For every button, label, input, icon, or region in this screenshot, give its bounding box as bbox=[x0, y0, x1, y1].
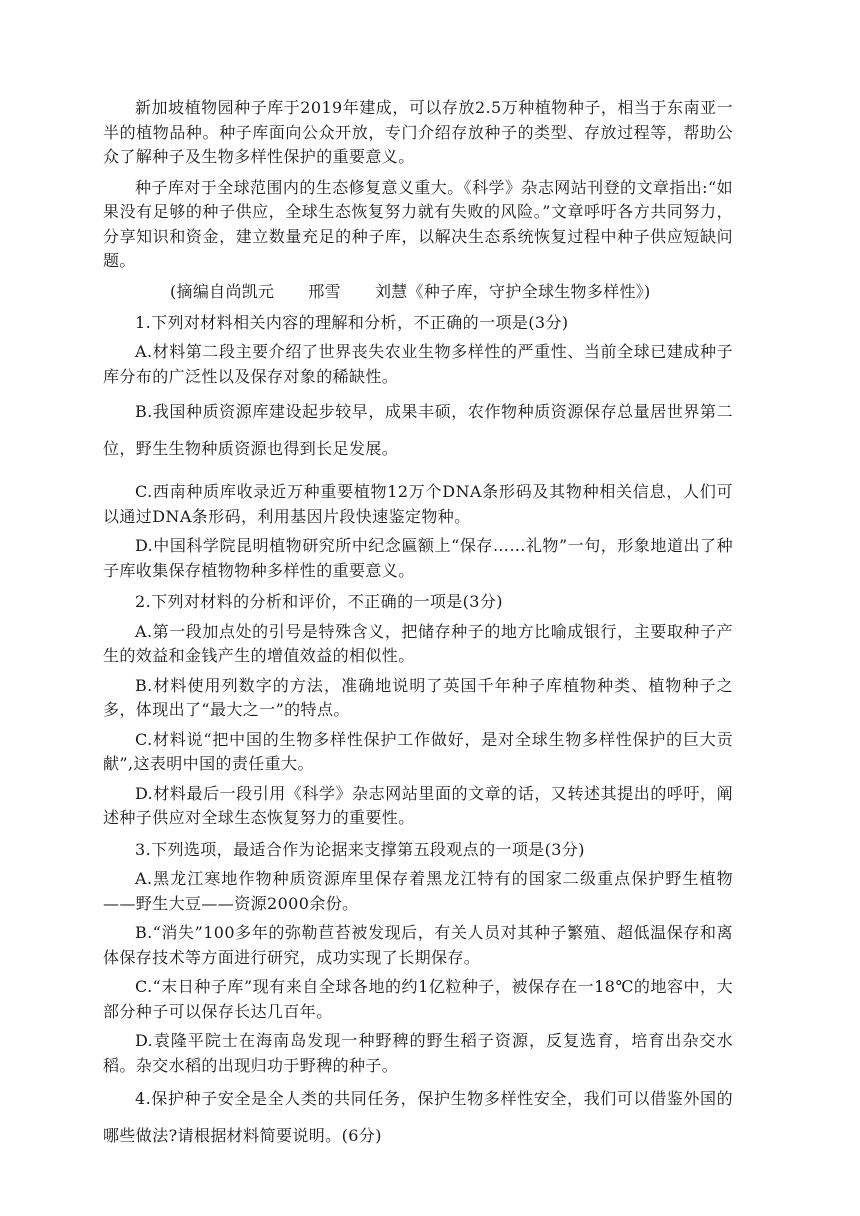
question-1-option-b: B.我国种质资源库建设起步较早，成果丰硕，农作物种质资源保存总量居世界第二位，野生生物种质资源也得到长足发展。 bbox=[103, 402, 733, 458]
source-rest: 刘慧《种子库，守护全球生物多样性》) bbox=[374, 281, 651, 301]
question-1-option-a: A.材料第二段主要介绍了世界丧失农业生物多样性的严重性、当前全球已建成种子库分布的广泛性以及保存对象的稀缺性。 bbox=[103, 342, 733, 386]
question-3-option-d: D.袁隆平院士在海南岛发现一种野稗的野生稻子资源，反复选育，培育出杂交水稻。杂交水稻的出现归功于野稗的种子。 bbox=[103, 1031, 733, 1075]
source-citation bbox=[103, 280, 733, 304]
material-paragraph-2: 种子库对于全球范围内的生态修复意义重大。《科学》杂志网站刊登的文章指出:“如果没有足够的种子供应，全球生态恢复努力就有失败的风险。”文章呼吁各方共同努力，分享知识和资金，建立数量充足的种子库，以解决生态系统恢复过程中种子供应短缺问题。 bbox=[103, 177, 733, 270]
question-4-stem: 4.保护种子安全是全人类的共同任务，保护生物多样性安全，我们可以借鉴外国的哪些做法?请根据材料简要说明。(6分) bbox=[103, 1089, 733, 1145]
material-paragraph-1: 新加坡植物园种子库于2019年建成，可以存放2.5万种植物种子，相当于东南亚一半的植物品种。种子库面向公众开放，专门介绍存放种子的类型、存放过程等，帮助公众了解种子及生物多样性保护的重要意义。 bbox=[103, 98, 733, 166]
question-2-option-b: B.材料使用列数字的方法，准确地说明了英国千年种子库植物种类、植物种子之多，体现出了“最大之一”的特点。 bbox=[103, 675, 733, 719]
exam-page bbox=[103, 96, 733, 1154]
question-1-stem: 1.下列对材料相关内容的理解和分析，不正确的一项是(3分) bbox=[135, 312, 569, 332]
question-2-option-a: A.第一段加点处的引号是特殊含义，把储存种子的地方比喻成银行，主要取种子产生的效益和金钱产生的增值效益的相似性。 bbox=[103, 621, 733, 665]
source-prefix: (摘编自尚凯元 bbox=[170, 281, 275, 301]
source-author: 邢雪 bbox=[308, 281, 341, 301]
question-1-option-d: D.中国科学院昆明植物研究所中纪念匾额上“保存……礼物”一句，形象地道出了种子库收集保存植物物种多样性的重要意义。 bbox=[103, 536, 733, 580]
question-1-option-c: C.西南种质库收录近万种重要植物12万个DNA条形码及其物种相关信息，人们可以通过DNA条形码，利用基因片段快速鉴定物种。 bbox=[103, 482, 733, 526]
question-2-stem: 2.下列对材料的分析和评价，不正确的一项是(3分) bbox=[135, 592, 503, 611]
question-2-option-d: D.材料最后一段引用《科学》杂志网站里面的文章的话，又转述其提出的呼吁，阐述种子供应对全球生态恢复努力的重要性。 bbox=[103, 783, 733, 827]
question-3-option-c: C.“末日种子库”现有来自全球各地的约1亿粒种子，被保存在一18℃的地容中，大部分种子可以保存长达几百年。 bbox=[103, 977, 733, 1021]
question-2-option-c: C.材料说“把中国的生物多样性保护工作做好，是对全球生物多样性保护的巨大贡献”,这表明中国的责任重大。 bbox=[103, 729, 733, 773]
question-3-option-b: B.“消失”100多年的弥勒苣苔被发现后，有关人员对其种子繁殖、超低温保存和离体保存技术等方面进行研究，成功实现了长期保存。 bbox=[103, 923, 733, 967]
question-3-stem: 3.下列选项，最适合作为论据来支撑第五段观点的一项是(3分) bbox=[135, 839, 585, 859]
question-3-option-a: A.黑龙江寒地作物种质资源库里保存着黑龙江特有的国家二级重点保护野生植物——野生大豆——资源2000余份。 bbox=[103, 869, 733, 913]
